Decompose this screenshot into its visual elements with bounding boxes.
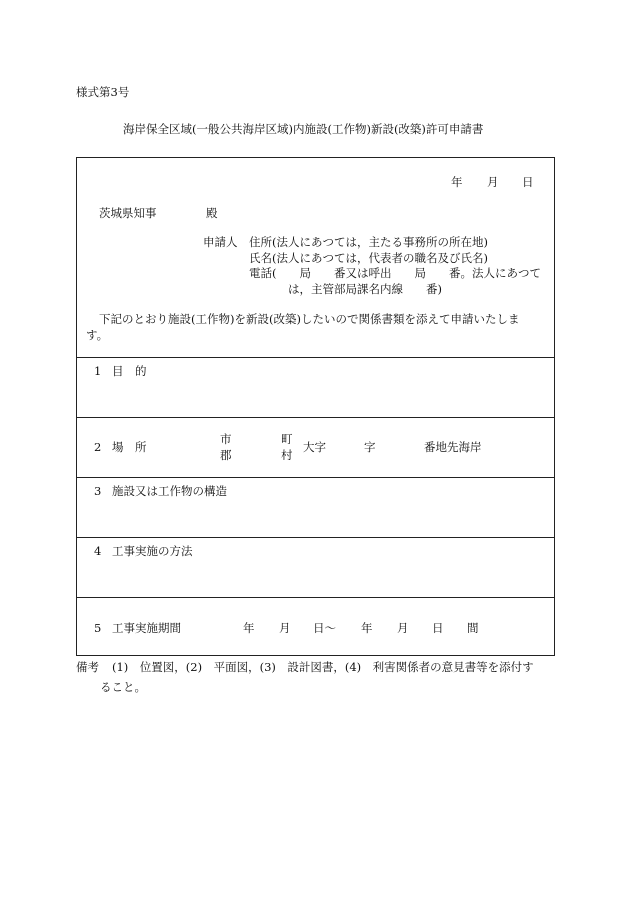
date-year: 年	[451, 175, 463, 189]
method-label: 工事実施の方法	[112, 544, 193, 558]
structure-number: 3	[94, 484, 102, 498]
location-machi: 町	[281, 432, 293, 446]
location-oaza: 大字	[303, 440, 326, 454]
addressee-honorific: 殿	[206, 206, 218, 220]
statement-line2: す。	[86, 328, 109, 342]
location-shi: 市	[220, 432, 232, 446]
statement-line1: 下記のとおり施設(工作物)を新設(改築)したいので関係書類を添えて申請いたしま	[99, 312, 520, 326]
location-aza: 字	[364, 440, 376, 454]
date-day: 日	[522, 175, 534, 189]
purpose-number: 1	[94, 364, 102, 378]
remarks-line1: (1) 位置図，(2) 平面図，(3) 設計図書，(4) 利害関係者の意見書等を添付す	[112, 660, 534, 674]
application-form-table	[76, 157, 555, 656]
period-number: 5	[94, 621, 102, 635]
period-end-year: 年	[361, 621, 373, 635]
applicant-phone-line2: は，主管部局課名内線 番)	[288, 282, 442, 296]
period-end-month: 月	[397, 621, 409, 635]
applicant-name: 氏名(法人にあつては，代表者の職名及び氏名)	[249, 251, 488, 265]
row-divider-1	[76, 357, 555, 358]
applicant-label: 申請人	[203, 235, 238, 249]
period-end-day: 日	[432, 621, 444, 635]
structure-label: 施設又は工作物の構造	[112, 484, 227, 498]
period-start-day: 日～	[313, 621, 336, 635]
row-divider-5	[76, 597, 555, 598]
location-number: 2	[94, 440, 102, 454]
period-start-month: 月	[279, 621, 291, 635]
applicant-phone-line1: 電話( 局 番又は呼出 局 番。法人にあつて	[249, 266, 541, 280]
period-duration: 間	[467, 621, 479, 635]
purpose-label: 目 的	[112, 364, 147, 378]
period-label: 工事実施期間	[112, 621, 181, 635]
applicant-address: 住所(法人にあつては，主たる事務所の所在地)	[249, 235, 488, 249]
method-number: 4	[94, 544, 102, 558]
row-divider-4	[76, 537, 555, 538]
remarks-label: 備考	[76, 660, 99, 674]
form-title: 海岸保全区域(一般公共海岸区域)内施設(工作物)新設(改築)許可申請書	[123, 122, 484, 136]
remarks-line2: ること。	[100, 680, 146, 694]
period-start-year: 年	[243, 621, 255, 635]
addressee-name: 茨城県知事	[99, 206, 157, 220]
row-divider-2	[76, 417, 555, 418]
location-banchi: 番地先海岸	[424, 440, 482, 454]
form-number: 様式第3号	[76, 85, 130, 99]
location-label: 場 所	[112, 440, 147, 454]
row-divider-3	[76, 477, 555, 478]
location-mura: 村	[281, 448, 293, 462]
date-month: 月	[487, 175, 499, 189]
location-gun: 郡	[220, 448, 232, 462]
